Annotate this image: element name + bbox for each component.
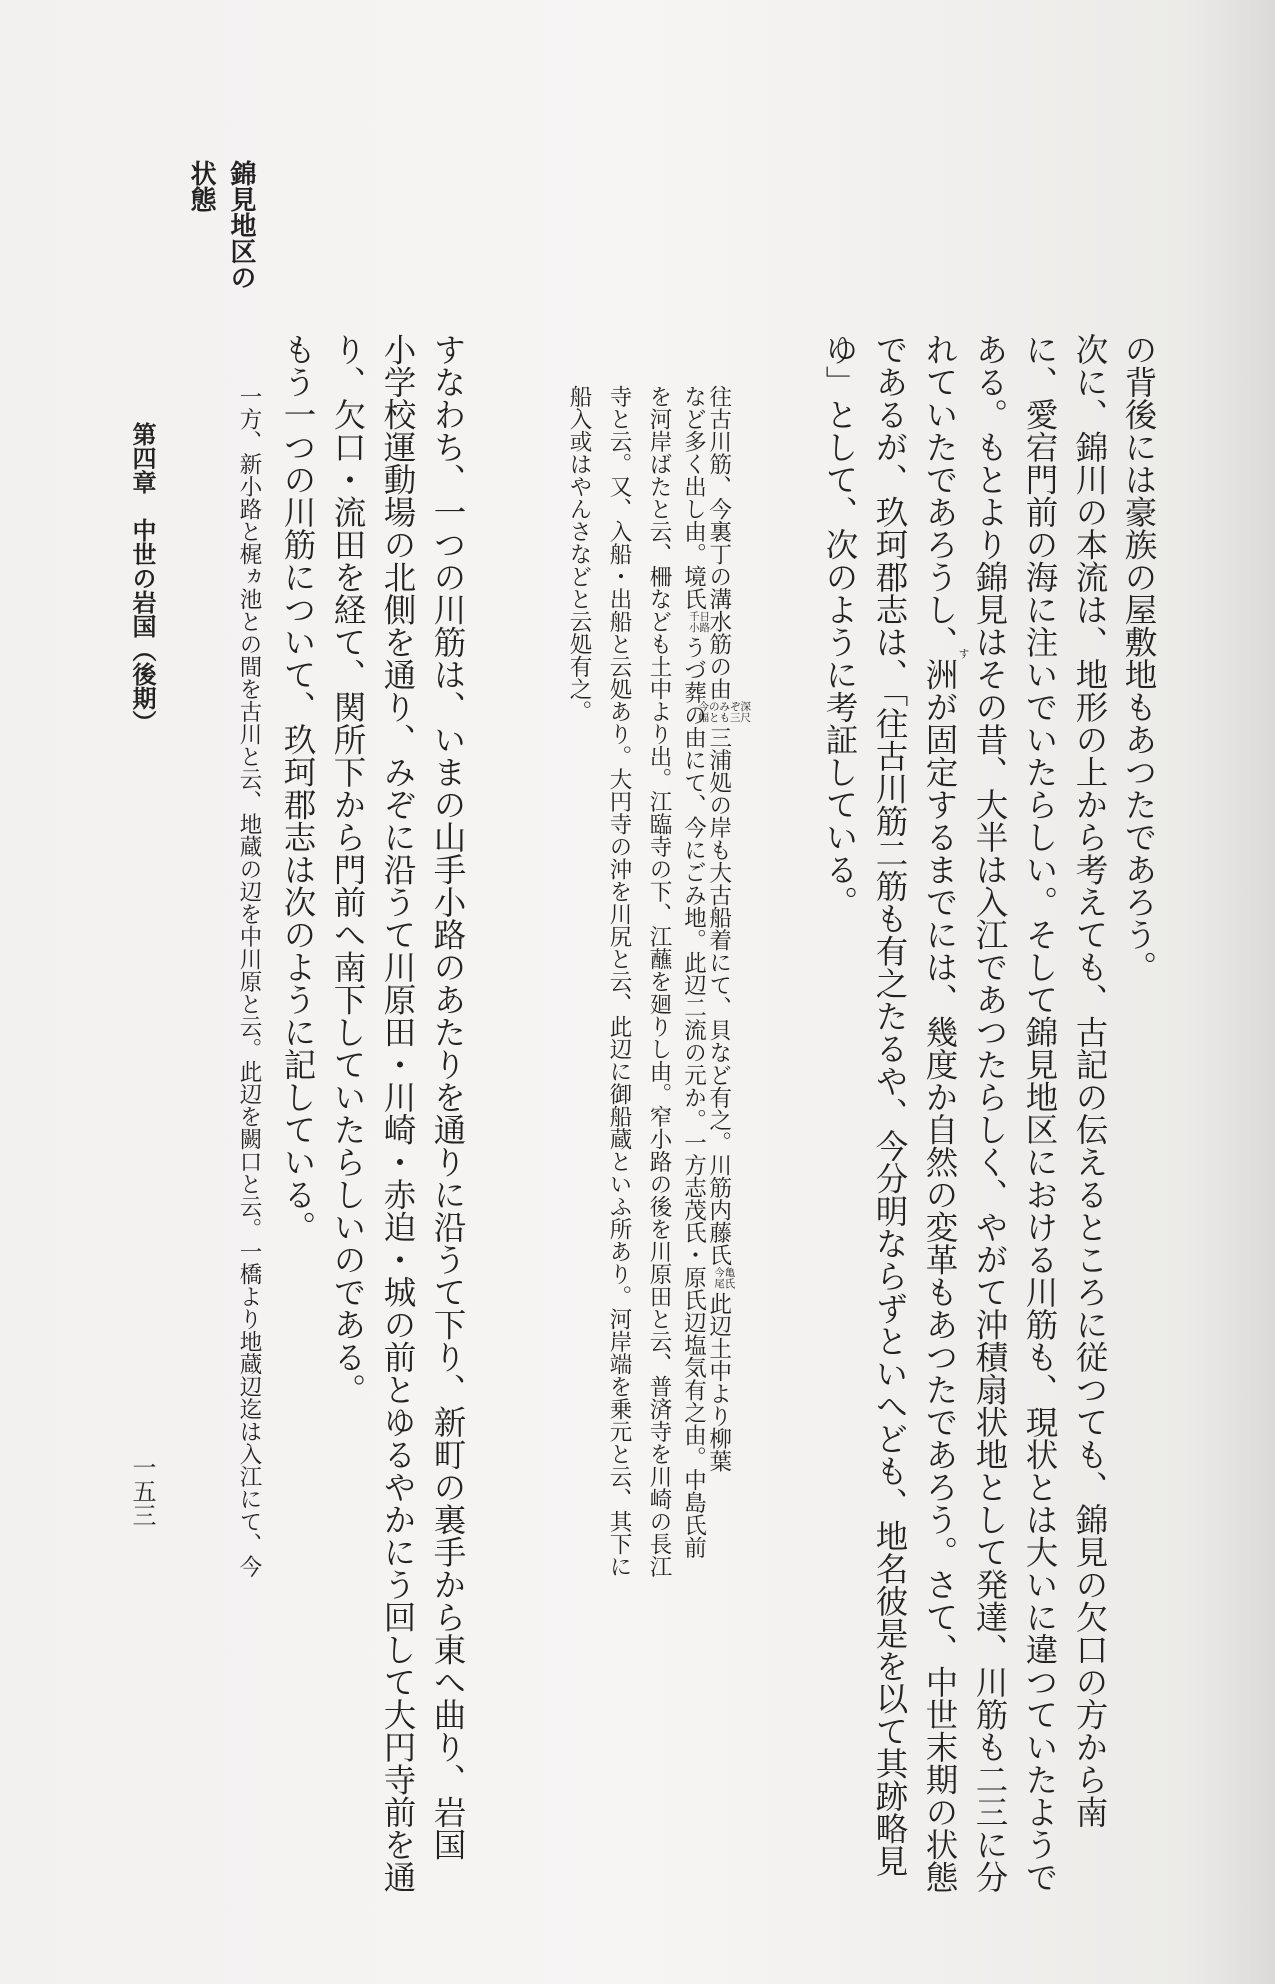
body-line-11: もう一つの川筋について、玖珂郡志は次のように記している。 <box>279 333 317 1243</box>
quote-line-2: など多く出し由。境氏千日 小路うづ葬の由にて、今にごみ地。此辺二流の元か。一方志茂氏・原氏辺塩気有之由。中島氏前 <box>680 385 710 1559</box>
body-line-7: ゆ」として、次のように考証している。 <box>821 333 859 918</box>
inline-note: 今亀 尾氏 <box>714 1267 736 1291</box>
body-line-1: の背後には豪族の屋敷地もあつたであろう。 <box>1120 333 1158 983</box>
quote-line-1: 往古川筋、今裏丁の溝水筋の由今のみぞ深 幅とも三尺三浦処の岸も大古船着にて、貝など有之。川筋内藤氏今亀 尾氏此辺土中より柳葉 <box>698 385 751 1473</box>
body-line-8: すなわち、一つの川筋は、いまの山手小路のあたりを通りに沿うて下り、新町の裏手から東へ曲り、岩国 <box>429 333 467 1861</box>
body-line-6: であるが、玖珂郡志は、「往古川筋二筋も有之たるや、今分明ならずといへども、地名彼是を以て其跡略見 <box>871 333 909 1877</box>
inline-note: 千日 小路 <box>689 611 710 635</box>
body-line-3: に、愛宕門前の海に注いでいたらしい。そして錦見地区における川筋も、現状とは大いに違つていたようで <box>1021 333 1059 1893</box>
body-line-4: ある。もとより錦見はその昔、大半は入江であつたらしく、やがて沖積扇状地として発達、川筋も二三に分 <box>971 333 1009 1893</box>
ruby-reading: す <box>957 648 970 659</box>
page-number: 一五三 <box>128 1455 156 1527</box>
quote-line-4: 寺と云。又、入船・出船と云処あり。大円寺の沖を川尻と云、此辺に御船蔵といふ所あり。河岸端を乗元と云、其下に <box>606 385 632 1578</box>
body-line-9: 小学校運動場の北側を通り、みぞに沿うて川原田・川崎・赤迫・城の前とゆるやかにう回して大円寺前を通 <box>379 333 417 1893</box>
quote-line-5: 船入或はやんさなどと云処有之。 <box>566 385 592 723</box>
margin-heading-line1: 錦見地区の <box>226 160 256 290</box>
body-line-5: れていたであろうし、洲 す が固定するまでには、幾度か自然の変革もあつたであろう。さて、中世末期の状態 <box>921 333 970 1893</box>
body-line-10: り、欠口・流田を経て、関所下から門前へ南下していたらしいのである。 <box>329 333 367 1406</box>
running-chapter-title: 第四章 中世の岩国（後期） <box>128 422 157 734</box>
inline-note: 今のみぞ深 幅とも三尺 <box>698 701 751 725</box>
ruby-word: 洲 す <box>921 648 970 691</box>
body-line-12: 一方、新小路と梶ヵ池との間を古川と云、地蔵の辺を中川原と云。此辺を闕口と云。一橋より地蔵辺迄は入江にて、今 <box>236 385 262 1578</box>
margin-heading-line2: 状態 <box>186 160 216 212</box>
body-line-2: 次に、錦川の本流は、地形の上から考えても、古記の伝えるところに従つても、錦見の欠口の方から南 <box>1071 333 1109 1828</box>
quote-line-3: を河岸ばたと云、柵なども土中より出。江臨寺の下、江蘸を廻りし由。窄小路の後を川原田と云、普済寺を川崎の長江 <box>646 385 672 1578</box>
